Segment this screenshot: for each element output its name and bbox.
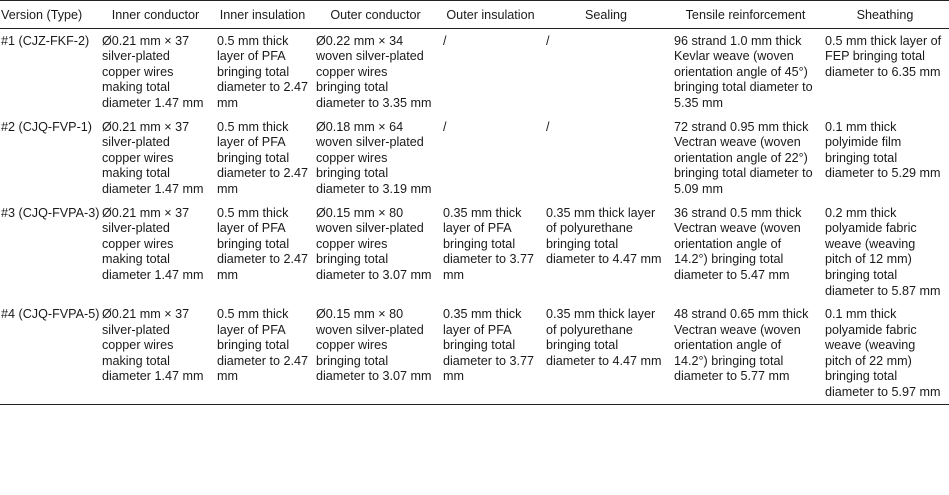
- cell-outer-insulation: /: [443, 33, 447, 48]
- header-inner-insulation: Inner insulation: [219, 8, 306, 22]
- cell-outer-conductor: Ø0.22 mm × 34 woven silver-plated copper wires bringing total diameter to 3.35 mm: [316, 33, 432, 110]
- cell-sealing: /: [546, 33, 550, 48]
- cell-sheathing: 0.1 mm thick polyamide fabric weave (weaving pitch of 22 mm) bringing total diameter to 5.97 mm: [825, 307, 941, 400]
- table-row: [0, 302, 949, 404]
- cell-sealing: 0.35 mm thick layer of polyurethane bringing total diameter to 4.47 mm: [546, 307, 662, 368]
- header-row: [0, 1, 949, 29]
- cell-outer-insulation: 0.35 mm thick layer of PFA bringing total diameter to 3.77 mm: [443, 307, 535, 384]
- cell-version: #4 (CJQ-FVPA-5): [1, 307, 100, 322]
- table-row: [0, 201, 949, 303]
- cell-tensile-reinforcement: 96 strand 1.0 mm thick Kevlar weave (woven orientation angle of 45°) bringing total diameter to 5.35 mm: [674, 33, 813, 110]
- header-sheathing: Sheathing: [856, 8, 914, 22]
- cell-tensile-reinforcement: 48 strand 0.65 mm thick Vectran weave (woven orientation angle of 14.2°) bringing total diameter to 5.77 mm: [674, 307, 809, 384]
- cell-inner-insulation: 0.5 mm thick layer of PFA bringing total diameter to 2.47 mm: [217, 205, 309, 282]
- cell-sheathing: 0.2 mm thick polyamide fabric weave (weaving pitch of 12 mm) bringing total diameter to 5.87 mm: [825, 205, 941, 298]
- cell-version: #2 (CJQ-FVP-1): [1, 119, 92, 134]
- table-row: [0, 115, 949, 201]
- header-inner-conductor: Inner conductor: [111, 8, 200, 22]
- header-tensile-reinforcement: Tensile reinforcement: [685, 8, 806, 22]
- header-outer-conductor: Outer conductor: [330, 8, 421, 22]
- cell-inner-insulation: 0.5 mm thick layer of PFA bringing total diameter to 2.47 mm: [217, 33, 309, 110]
- cell-inner-conductor: Ø0.21 mm × 37 silver-plated copper wires making total diameter 1.47 mm: [102, 119, 204, 196]
- cell-sealing: 0.35 mm thick layer of polyurethane bringing total diameter to 4.47 mm: [546, 205, 662, 267]
- cell-inner-conductor: Ø0.21 mm × 37 silver-plated copper wires making total diameter 1.47 mm: [102, 307, 204, 384]
- cell-outer-conductor: Ø0.15 mm × 80 woven silver-plated copper wires bringing total diameter to 3.07 mm: [316, 205, 432, 282]
- cell-inner-conductor: Ø0.21 mm × 37 silver-plated copper wires making total diameter 1.47 mm: [102, 33, 204, 110]
- header-outer-insulation: Outer insulation: [446, 8, 535, 22]
- cell-sealing: /: [546, 119, 550, 134]
- cell-inner-insulation: 0.5 mm thick layer of PFA bringing total diameter to 2.47 mm: [217, 307, 309, 384]
- cell-outer-conductor: Ø0.18 mm × 64 woven silver-plated copper wires bringing total diameter to 3.19 mm: [316, 119, 432, 196]
- cell-version: #3 (CJQ-FVPA-3): [1, 205, 100, 220]
- cell-sheathing: 0.1 mm thick polyimide film bringing total diameter to 5.29 mm: [825, 119, 941, 181]
- cell-tensile-reinforcement: 72 strand 0.95 mm thick Vectran weave (woven orientation angle of 22°) bringing total diameter to 5.09 mm: [674, 119, 813, 196]
- table-row: [0, 28, 949, 114]
- cell-version: #1 (CJZ-FKF-2): [1, 33, 90, 48]
- header-sealing: Sealing: [584, 8, 627, 22]
- cell-outer-conductor: Ø0.15 mm × 80 woven silver-plated copper wires bringing total diameter to 3.07 mm: [316, 307, 432, 384]
- cell-inner-insulation: 0.5 mm thick layer of PFA bringing total diameter to 2.47 mm: [217, 119, 309, 196]
- cell-inner-conductor: Ø0.21 mm × 37 silver-plated copper wires making total diameter 1.47 mm: [102, 205, 204, 282]
- cell-sheathing: 0.5 mm thick layer of FEP bringing total diameter to 6.35 mm: [825, 33, 942, 79]
- cell-outer-insulation: /: [443, 119, 447, 134]
- header-version: Version (Type): [1, 8, 83, 22]
- cell-tensile-reinforcement: 36 strand 0.5 mm thick Vectran weave (woven orientation angle of 14.2°) bringing total diameter to 5.47 mm: [674, 205, 802, 282]
- cell-outer-insulation: 0.35 mm thick layer of PFA bringing total diameter to 3.77 mm: [443, 205, 535, 282]
